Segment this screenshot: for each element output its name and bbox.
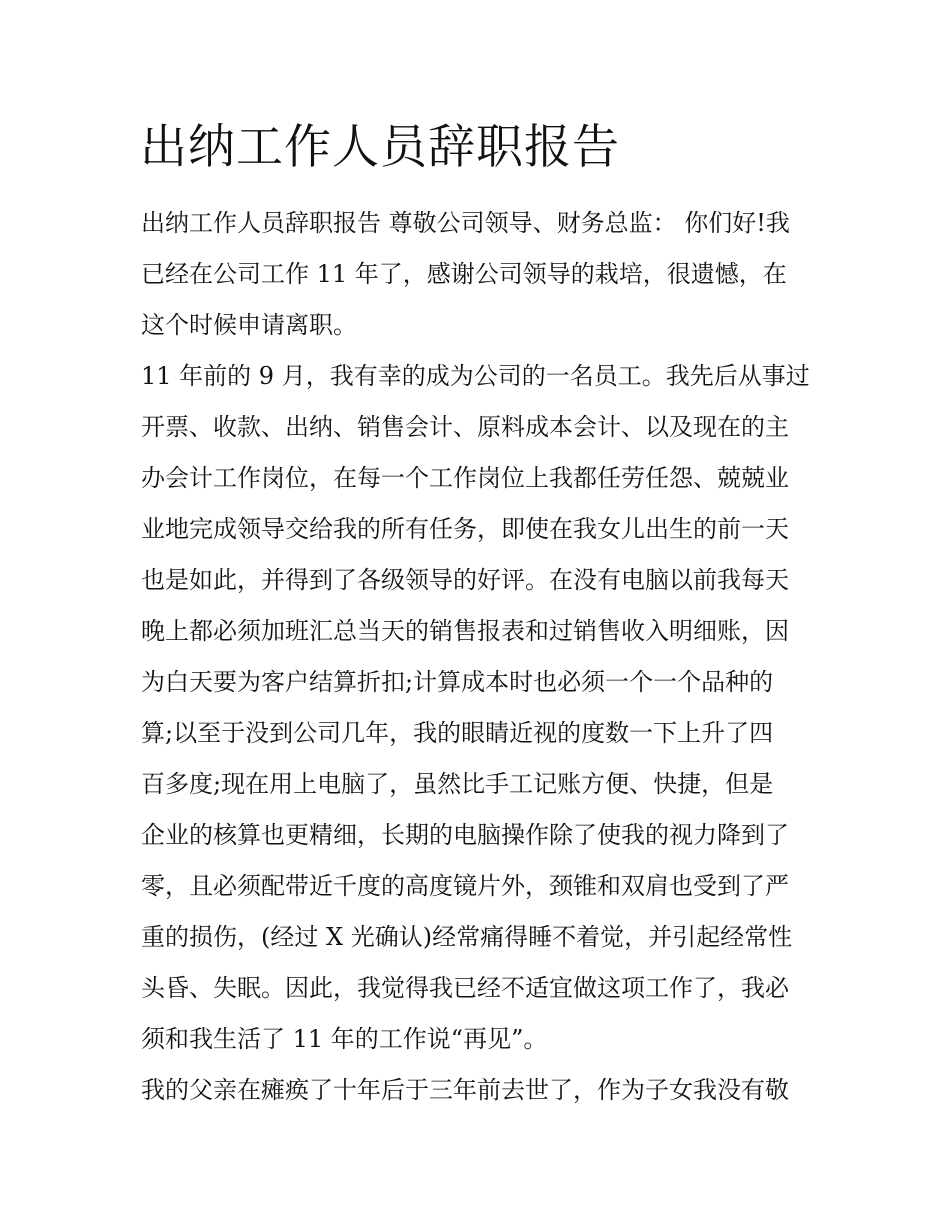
- document-title: 出纳工作人员辞职报告: [140, 120, 620, 175]
- body-line: 我的父亲在瘫痪了十年后于三年前去世了，作为子女我没有敬: [141, 1076, 789, 1104]
- body-line: 算;以至于没到公司几年，我的眼睛近视的度数一下上升了四: [141, 719, 774, 747]
- body-line: 零，且必须配带近千度的高度镜片外，颈锥和双肩也受到了严: [141, 872, 789, 900]
- body-line: 晚上都必须加班汇总当天的销售报表和过销售收入明细账，因: [141, 617, 789, 645]
- body-line: 也是如此，并得到了各级领导的好评。在没有电脑以前我每天: [141, 566, 789, 594]
- body-line: 须和我生活了 11 年的工作说“再见”。: [141, 1025, 548, 1053]
- body-line: 业地完成领导交给我的所有任务，即使在我女儿出生的前一天: [141, 515, 789, 543]
- body-line: 这个时候申请离职。: [141, 311, 357, 339]
- body-line: 重的损伤，(经过 X 光确认)经常痛得睡不着觉，并引起经常性: [141, 923, 793, 951]
- body-line: 11 年前的 9 月，我有幸的成为公司的一名员工。我先后从事过: [141, 362, 810, 390]
- document-body: [141, 198, 821, 1116]
- body-line: 办会计工作岗位，在每一个工作岗位上我都任劳任怨、兢兢业: [141, 464, 789, 492]
- body-line: 企业的核算也更精细，长期的电脑操作除了使我的视力降到了: [141, 821, 789, 849]
- body-line: 出纳工作人员辞职报告 尊敬公司领导、财务总监： 你们好!我: [141, 209, 790, 237]
- body-line: 为白天要为客户结算折扣;计算成本时也必须一个一个品种的: [141, 668, 774, 696]
- body-line: 头昏、失眠。因此，我觉得我已经不适宜做这项工作了，我必: [141, 974, 789, 1002]
- body-line: 已经在公司工作 11 年了，感谢公司领导的栽培，很遗憾，在: [141, 260, 787, 288]
- body-line: 百多度;现在用上电脑了，虽然比手工记账方便、快捷，但是: [141, 770, 774, 798]
- body-line: 开票、收款、出纳、销售会计、原料成本会计、以及现在的主: [141, 413, 789, 441]
